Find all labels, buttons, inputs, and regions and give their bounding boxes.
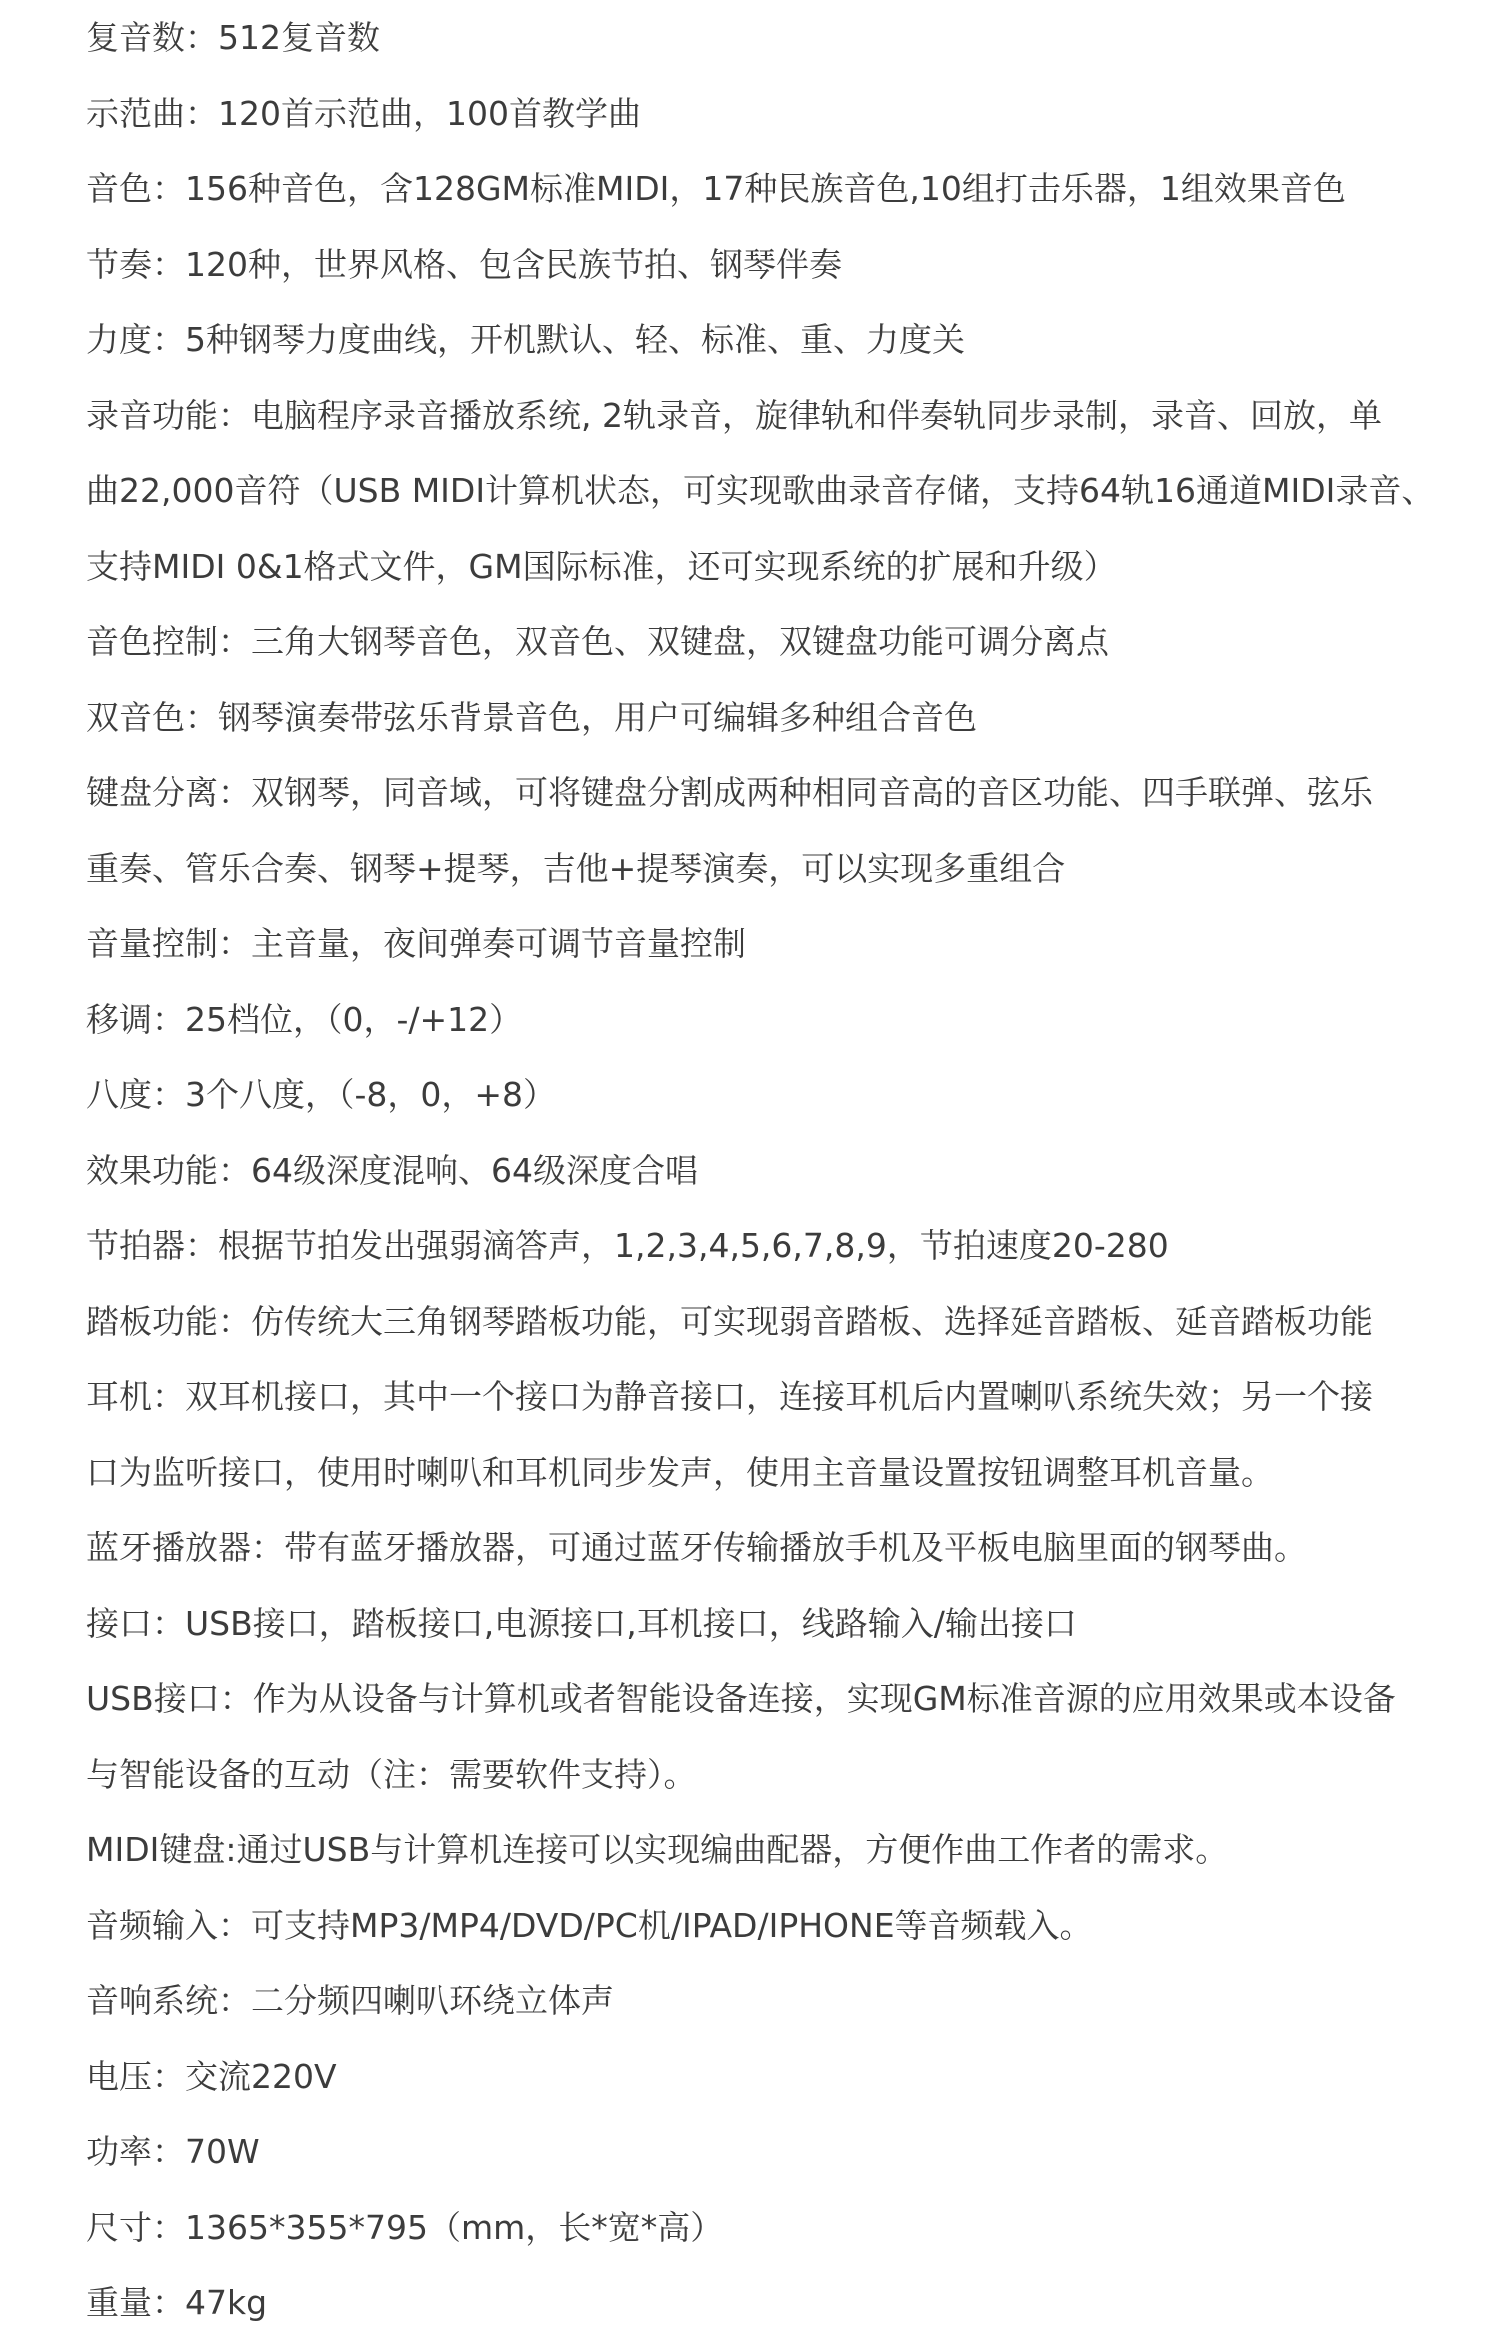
spec-voltage: 电压：交流220V bbox=[86, 2056, 337, 2096]
spec-audio-input: 音频输入：可支持MP3/MP4/DVD/PC机/IPAD/IPHONE等音频载入。 bbox=[86, 1905, 1093, 1945]
spec-demo-songs: 示范曲：120首示范曲，100首教学曲 bbox=[86, 93, 641, 133]
spec-recording-line-3: 支持MIDI 0&1格式文件，GM国际标准，还可实现系统的扩展和升级） bbox=[86, 546, 1117, 586]
spec-split-line-2: 重奏、管乐合奏、钢琴+提琴，吉他+提琴演奏，可以实现多重组合 bbox=[86, 848, 1066, 888]
spec-volume: 音量控制：主音量，夜间弹奏可调节音量控制 bbox=[86, 924, 746, 963]
spec-sound-system: 音响系统：二分频四喇叭环绕立体声 bbox=[86, 1981, 614, 2020]
spec-polyphony: 复音数：512复音数 bbox=[86, 18, 380, 57]
spec-touch: 力度：5种钢琴力度曲线，开机默认、轻、标准、重、力度关 bbox=[86, 320, 965, 359]
spec-rhythms: 节奏：120种，世界风格、包含民族节拍、钢琴伴奏 bbox=[86, 244, 842, 284]
spec-dimensions: 尺寸：1365*355*795（mm，长*宽*高） bbox=[86, 2207, 724, 2247]
spec-metronome: 节拍器：根据节拍发出强弱滴答声，1,2,3,4,5,6,7,8,9，节拍速度20-280 bbox=[86, 1226, 1169, 1265]
spec-pedals: 踏板功能：仿传统大三角钢琴踏板功能，可实现弱音踏板、选择延音踏板、延音踏板功能 bbox=[86, 1301, 1373, 1341]
spec-list bbox=[86, 0, 1446, 2341]
spec-midi-keyboard: MIDI键盘:通过USB与计算机连接可以实现编曲配器，方便作曲工作者的需求。 bbox=[86, 1830, 1229, 1869]
spec-usb-line-2: 与智能设备的互动（注：需要软件支持）。 bbox=[86, 1754, 697, 1794]
spec-voice-control: 音色控制：三角大钢琴音色，双音色、双键盘，双键盘功能可调分离点 bbox=[86, 622, 1109, 661]
spec-transpose: 移调：25档位，（0，-/+12） bbox=[86, 999, 523, 1039]
spec-weight: 重量：47kg bbox=[86, 2283, 268, 2322]
spec-usb-line-1: USB接口：作为从设备与计算机或者智能设备连接，实现GM标准音源的应用效果或本设备 bbox=[86, 1679, 1396, 1718]
spec-recording-line-1: 录音功能：电脑程序录音播放系统, 2轨录音，旋律轨和伴奏轨同步录制，录音、回放，单 bbox=[86, 395, 1382, 435]
spec-headphones-line-2: 口为监听接口，使用时喇叭和耳机同步发声，使用主音量设置按钮调整耳机音量。 bbox=[86, 1452, 1274, 1492]
spec-recording-line-2: 曲22,000音符（USB MIDI计算机状态，可实现歌曲录音存储，支持64轨16通道MIDI录音、 bbox=[86, 471, 1435, 510]
spec-split-line-1: 键盘分离：双钢琴，同音域，可将键盘分割成两种相同音高的音区功能、四手联弹、弦乐 bbox=[86, 773, 1373, 812]
spec-ports: 接口：USB接口，踏板接口,电源接口,耳机接口，线路输入/输出接口 bbox=[86, 1603, 1077, 1643]
spec-power: 功率：70W bbox=[86, 2132, 260, 2171]
spec-effects: 效果功能：64级深度混响、64级深度合唱 bbox=[86, 1150, 698, 1190]
spec-octave: 八度：3个八度，（-8，0，+8） bbox=[86, 1075, 557, 1114]
spec-headphones-line-1: 耳机：双耳机接口，其中一个接口为静音接口，连接耳机后内置喇叭系统失效；另一个接 bbox=[86, 1377, 1373, 1416]
spec-bluetooth: 蓝牙播放器：带有蓝牙播放器，可通过蓝牙传输播放手机及平板电脑里面的钢琴曲。 bbox=[86, 1528, 1307, 1567]
spec-dual-voice: 双音色：钢琴演奏带弦乐背景音色，用户可编辑多种组合音色 bbox=[86, 697, 977, 737]
spec-voices: 音色：156种音色，含128GM标准MIDI，17种民族音色,10组打击乐器，1组效果音色 bbox=[86, 169, 1346, 208]
